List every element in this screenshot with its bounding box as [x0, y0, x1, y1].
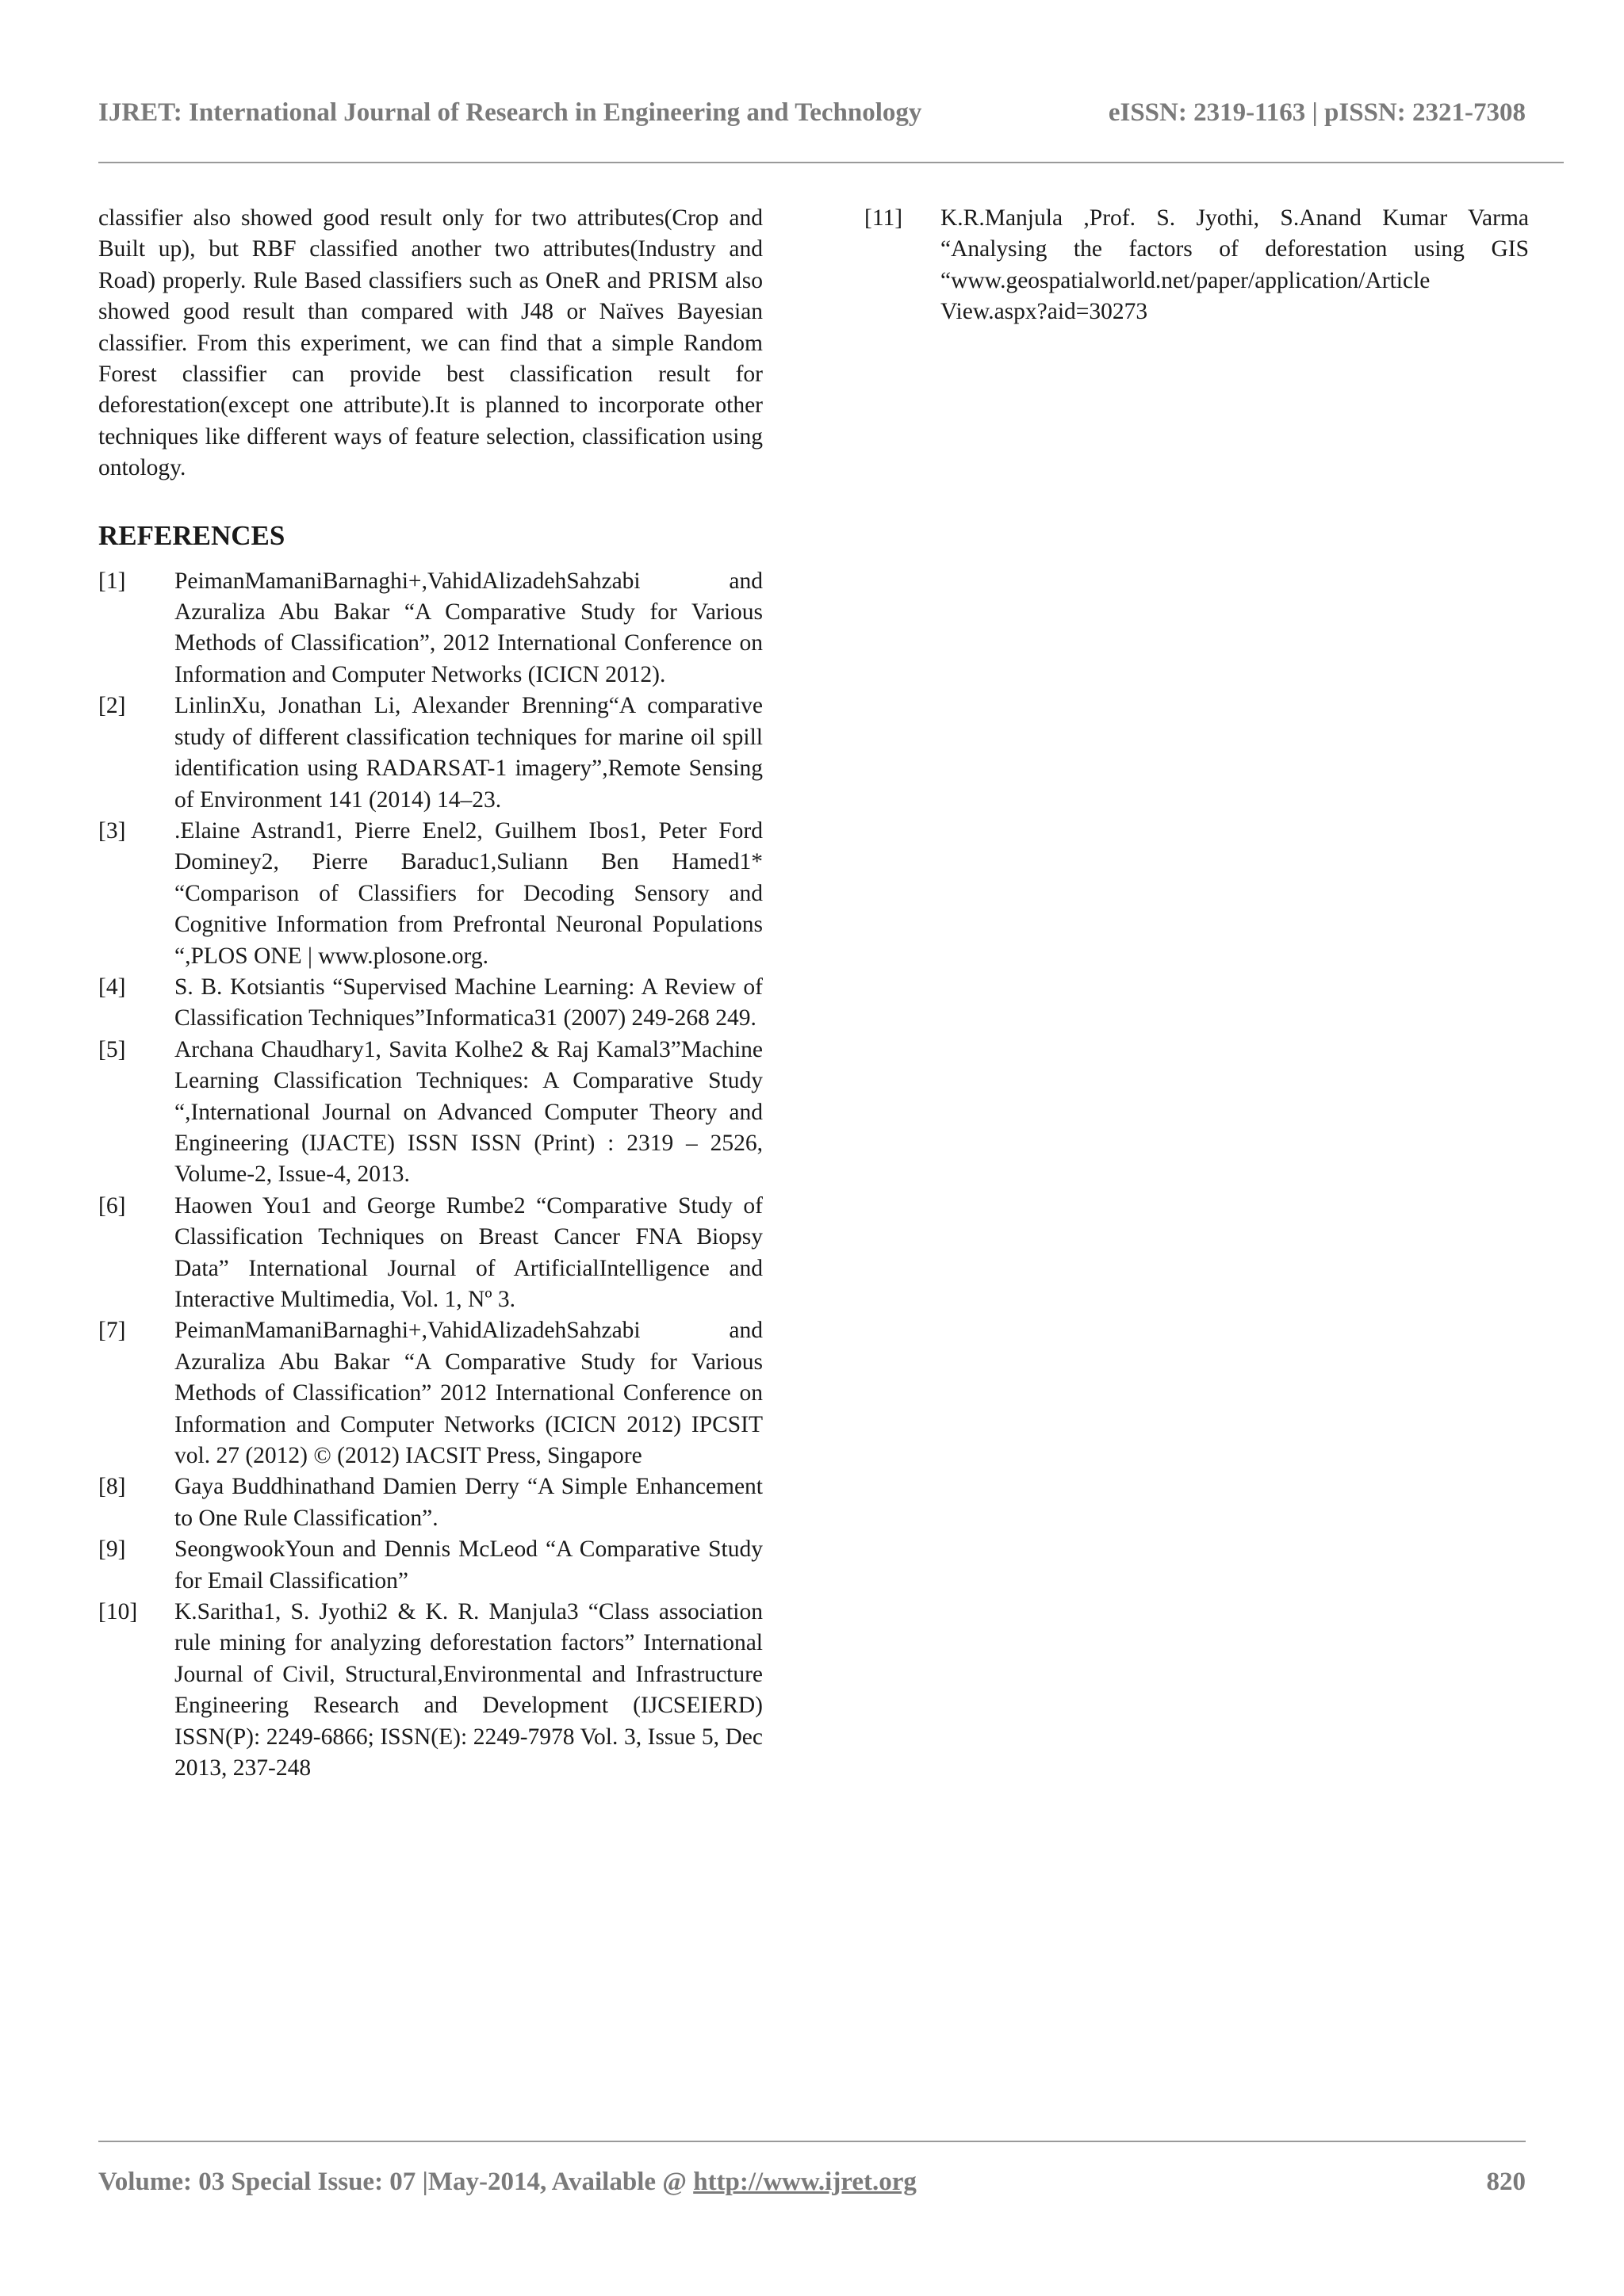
reference-number: [1] — [98, 568, 126, 594]
reference-item — [98, 566, 763, 691]
issn-info: eISSN: 2319-1163 | pISSN: 2321-7308 — [1108, 98, 1526, 127]
reference-item — [98, 691, 763, 816]
reference-text: SeongwookYoun and Dennis McLeod “A Comparative Study for Email Classification” — [174, 1536, 763, 1594]
reference-text: K.Saritha1, S. Jyothi2 & K. R. Manjula3 “Class association rule mining for analyzing deforestation factors” International Journal of Civil, Structural,Environmental and Infrastructure Engineering Research and Development (IJCSEIERD) ISSN(P): 2249-6866; ISSN(E): 2249-7978 Vol. 3, Issue 5, Dec 2013, 237-248 — [174, 1599, 763, 1781]
volume-text: Volume: 03 Special Issue: 07 |May-2014, Available @ — [98, 2168, 694, 2196]
header-divider — [98, 162, 1564, 163]
reference-text: S. B. Kotsiantis “Supervised Machine Learning: A Review of Classification Techniques”Informatica31 (2007) 249-268 249. — [174, 974, 763, 1031]
reference-item — [98, 1597, 763, 1784]
journal-name: IJRET: International Journal of Research in Engineering and Technology — [98, 98, 922, 127]
volume-info — [98, 2168, 917, 2197]
reference-text: .Elaine Astrand1, Pierre Enel2, Guilhem Ibos1, Peter Ford Dominey2, Pierre Baraduc1,Suliann Ben Hamed1* “Comparison of Classifiers for Decoding Sensory and Cognitive Information from Prefrontal Neuronal Populations “,PLOS ONE | www.plosone.org. — [174, 817, 763, 969]
page-header — [98, 98, 1526, 138]
reference-text: Archana Chaudhary1, Savita Kolhe2 & Raj Kamal3”Machine Learning Classification Techniques: A Comparative Study “,International Journal on Advanced Computer Theory and Engineering (IJACTE) ISSN ISSN (Print) : 2319 – 2526, Volume-2, Issue-4, 2013. — [174, 1036, 763, 1188]
page-number: 820 — [1486, 2168, 1526, 2196]
reference-number: [5] — [98, 1036, 126, 1062]
reference-item — [864, 203, 1529, 328]
reference-text: Gaya Buddhinathand Damien Derry “A Simple Enhancement to One Rule Classification”. — [174, 1474, 763, 1531]
references-heading: REFERENCES — [98, 519, 285, 551]
reference-item — [98, 816, 763, 972]
reference-number: [6] — [98, 1192, 126, 1219]
reference-number: [7] — [98, 1318, 126, 1344]
reference-item — [98, 972, 763, 1035]
reference-number: [11] — [864, 205, 903, 231]
reference-number: [4] — [98, 974, 126, 1000]
page-footer — [98, 2168, 1526, 2207]
reference-text: PeimanMamaniBarnaghi+,VahidAlizadehSahzabi and Azuraliza Abu Bakar “A Comparative Study for Various Methods of Classification”, 2012 International Conference on Information and Computer Networks (ICICN 2012). — [174, 568, 763, 687]
reference-number: [3] — [98, 817, 126, 844]
reference-text: K.R.Manjula ,Prof. S. Jyothi, S.Anand Kumar Varma “Analysing the factors of deforestation using GIS “www.geospatialworld.net/paper/application/Article View.aspx?aid=30273 — [940, 205, 1529, 325]
reference-number: [10] — [98, 1599, 138, 1625]
reference-text: PeimanMamaniBarnaghi+,VahidAlizadehSahzabi and Azuraliza Abu Bakar “A Comparative Study for Various Methods of Classification” 2012 International Conference on Information and Computer Networks (ICICN 2012) IPCSIT vol. 27 (2012) © (2012) IACSIT Press, Singapore — [174, 1318, 763, 1469]
reference-item — [98, 1035, 763, 1191]
reference-text: Haowen You1 and George Rumbe2 “Comparative Study of Classification Techniques on Breast Cancer FNA Biopsy Data” International Journal of ArtificialIntelligence and Interactive Multimedia, Vol. 1, Nº 3. — [174, 1192, 763, 1312]
footer-divider — [98, 2141, 1526, 2142]
reference-item — [98, 1191, 763, 1316]
left-column — [98, 203, 763, 1785]
reference-number: [2] — [98, 693, 126, 719]
reference-number: [9] — [98, 1536, 126, 1563]
reference-item — [98, 1471, 763, 1534]
reference-number: [8] — [98, 1474, 126, 1500]
right-column — [864, 203, 1529, 328]
reference-text: LinlinXu, Jonathan Li, Alexander Brenning“A comparative study of different classification techniques for marine oil spill identification using RADARSAT-1 imagery”,Remote Sensing of Environment 141 (2014) 14–23. — [174, 693, 763, 813]
journal-link[interactable]: http://www.ijret.org — [693, 2168, 917, 2196]
reference-item — [98, 1315, 763, 1471]
reference-item — [98, 1534, 763, 1597]
body-paragraph: classifier also showed good result only for two attributes(Crop and Built up), but RBF classified another two attributes(Industry and Road) properly. Rule Based classifiers such as OneR and PRISM also showed good result than compared with J48 or Naïves Bayesian classifier. From this experiment, we can find that a simple Random Forest classifier can provide best classification result for deforestation(except one attribute).It is planned to incorporate other techniques like different ways of feature selection, classification using ontology. — [98, 205, 763, 481]
